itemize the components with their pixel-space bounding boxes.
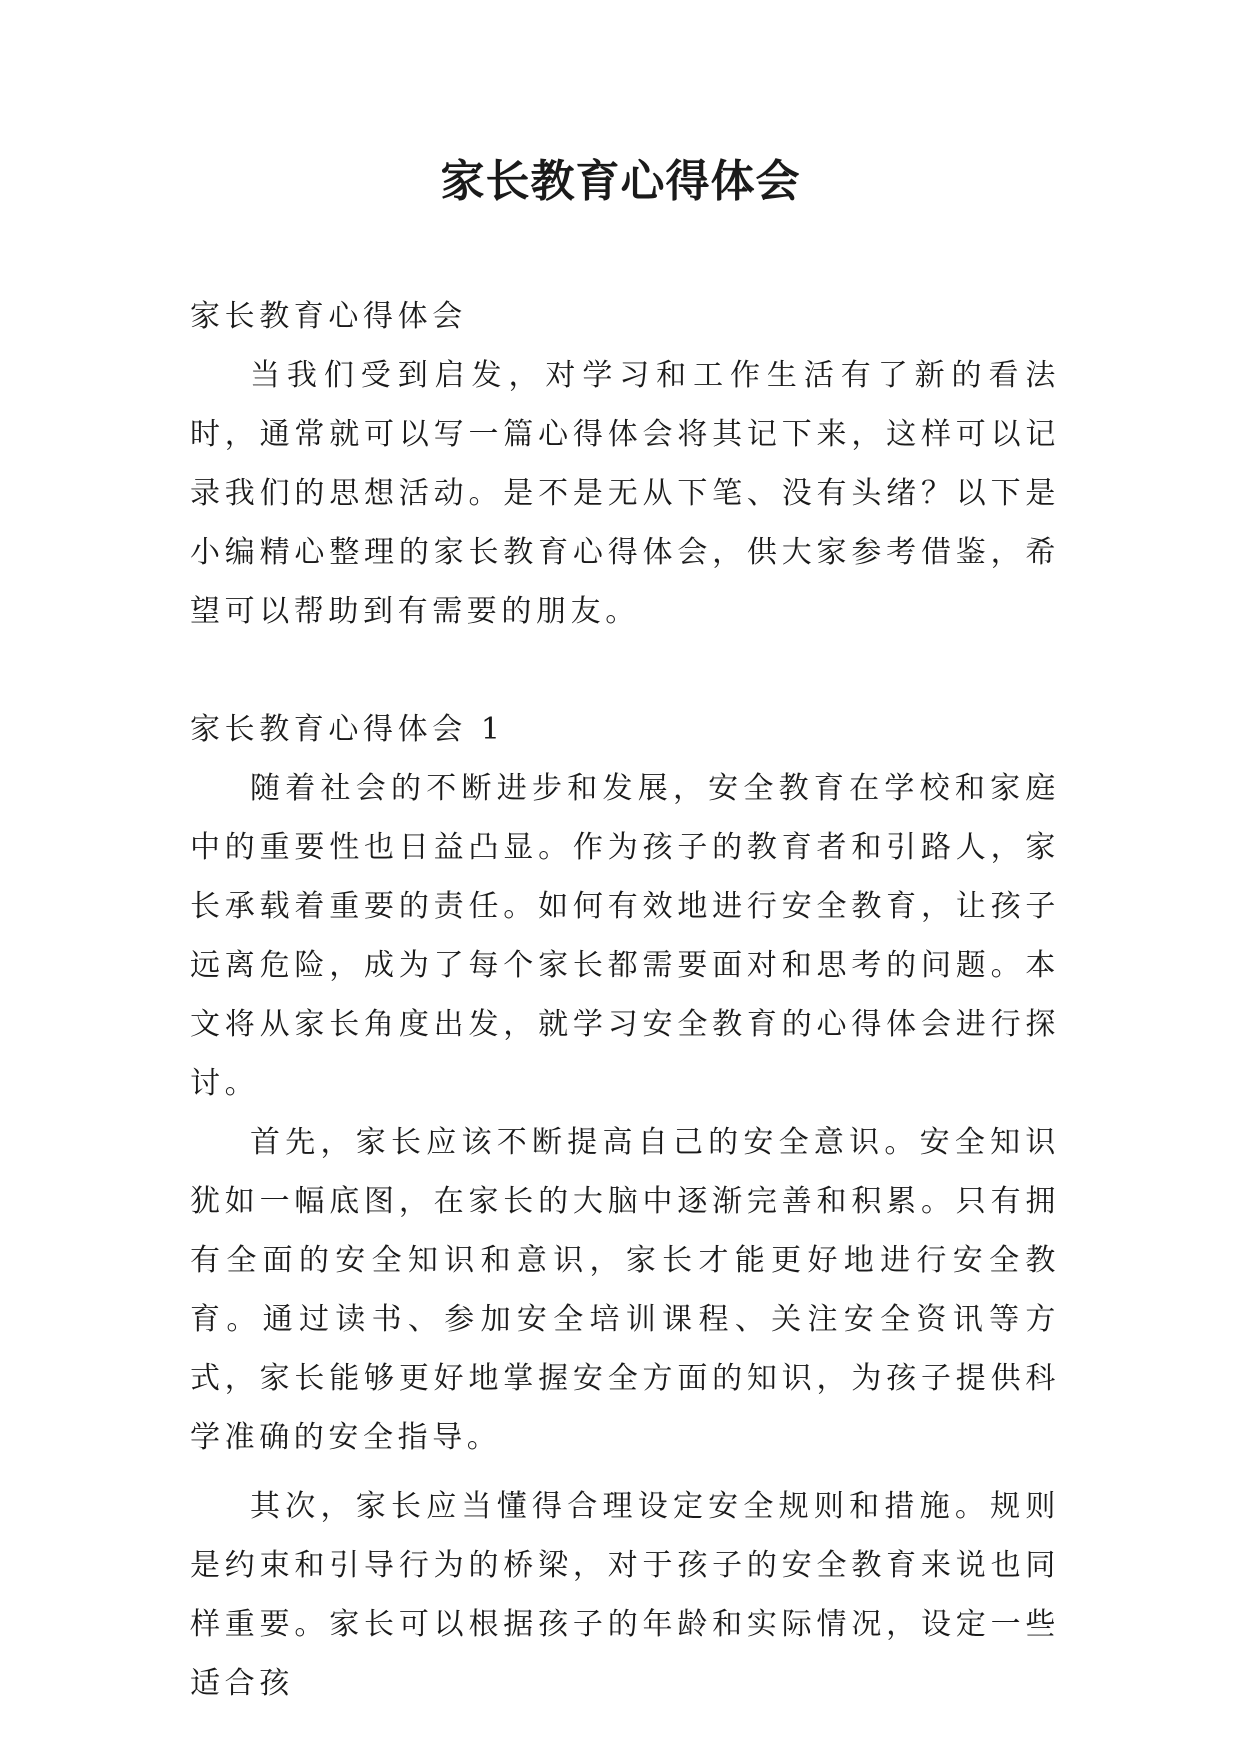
- document-body: [190, 287, 1060, 1713]
- document-title: 家长教育心得体会: [440, 156, 801, 207]
- paragraph-spacer: [190, 1467, 1060, 1477]
- body-paragraph: 随着社会的不断进步和发展，安全教育在学校和家庭中的重要性也日益凸显。作为孩子的教育者和引路人，家长承载着重要的责任。如何有效地进行安全教育，让孩子远离危险，成为了每个家长都需要面对和思考的问题。本文将从家长角度出发，就学习安全教育的心得体会进行探讨。: [190, 771, 1060, 1101]
- section-spacer: [190, 641, 1060, 700]
- intro-paragraph: 当我们受到启发，对学习和工作生活有了新的看法时，通常就可以写一篇心得体会将其记下来，这样可以记录我们的思想活动。是不是无从下笔、没有头绪？以下是小编精心整理的家长教育心得体会，供大家参考借鉴，希望可以帮助到有需要的朋友。: [190, 358, 1060, 629]
- document-subtitle: 家长教育心得体会: [190, 299, 467, 334]
- section-heading: 家长教育心得体会 1: [190, 712, 505, 747]
- body-paragraph: 其次，家长应当懂得合理设定安全规则和措施。规则是约束和引导行为的桥梁，对于孩子的安全教育来说也同样重要。家长可以根据孩子的年龄和实际情况，设定一些适合孩: [190, 1489, 1060, 1701]
- body-paragraph: 首先，家长应该不断提高自己的安全意识。安全知识犹如一幅底图，在家长的大脑中逐渐完善和积累。只有拥有全面的安全知识和意识，家长才能更好地进行安全教育。通过读书、参加安全培训课程、关注安全资讯等方式，家长能够更好地掌握安全方面的知识，为孩子提供科学准确的安全指导。: [190, 1125, 1060, 1455]
